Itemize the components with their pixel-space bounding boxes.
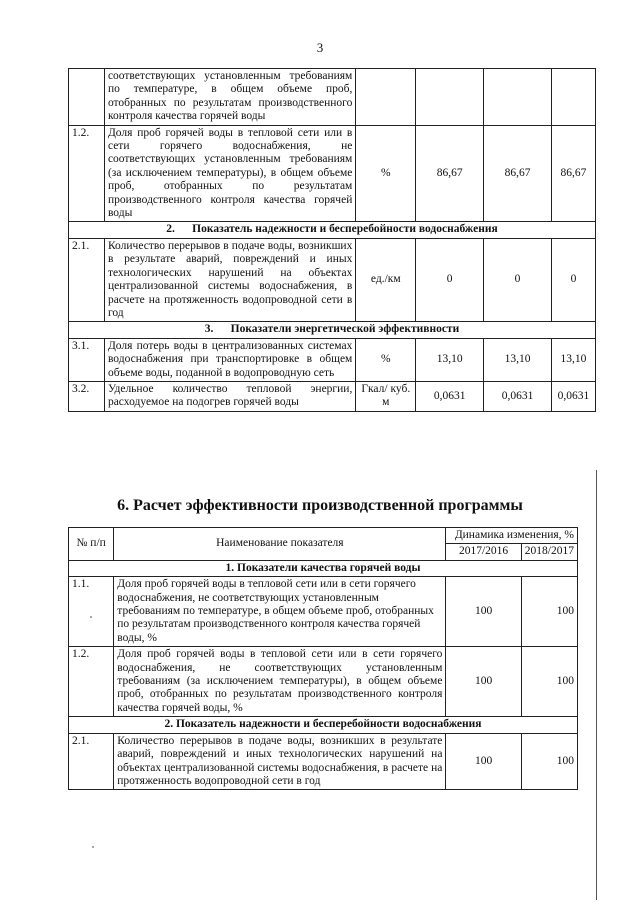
value-cell bbox=[416, 69, 484, 126]
section-heading: 3. Показатели энергетической эффективности bbox=[69, 322, 596, 338]
value-cell: 13,10 bbox=[551, 338, 595, 381]
table-row bbox=[69, 69, 596, 126]
row-number: 2.1. bbox=[69, 733, 114, 790]
page-number: 3 bbox=[316, 40, 324, 55]
unit-cell: % bbox=[356, 125, 416, 222]
row-number: 2.1. bbox=[69, 238, 105, 321]
col-header-2018: 2018/2017 bbox=[521, 544, 577, 560]
table-row bbox=[69, 125, 596, 222]
value-cell: 0 bbox=[551, 238, 595, 321]
value-cell: 0 bbox=[416, 238, 484, 321]
unit-cell: Гкал/ куб. м bbox=[356, 381, 416, 411]
col-header-dynamics: Динамика изменения, % bbox=[446, 528, 578, 544]
table-row bbox=[69, 338, 596, 381]
section-row bbox=[69, 222, 596, 238]
table-row bbox=[69, 733, 578, 790]
header-row bbox=[69, 528, 578, 544]
section-heading: 2. Показатель надежности и бесперебойности водоснабжения bbox=[69, 717, 578, 733]
table-row bbox=[69, 577, 578, 647]
col-header-number: № п/п bbox=[69, 528, 114, 561]
col-header-name: Наименование показателя bbox=[114, 528, 446, 561]
scan-dot bbox=[90, 616, 92, 618]
table-row bbox=[69, 381, 596, 411]
value-cell: 100 bbox=[521, 733, 577, 790]
section-row bbox=[69, 560, 578, 576]
indicator-name: Доля проб горячей воды в тепловой сети или в сети горячего водоснабжения, не соответствующих установленным требованиям (за исключением температуры), в общем объеме проб, отобранных по результатам производственного контроля качества горячей воды bbox=[104, 125, 355, 222]
section-heading: 1. Показатели качества горячей воды bbox=[69, 560, 578, 576]
unit-cell: % bbox=[356, 338, 416, 381]
value-cell: 100 bbox=[446, 577, 521, 647]
section-6-title: 6. Расчет эффективности производственной программы bbox=[117, 497, 523, 514]
unit-cell bbox=[356, 69, 416, 126]
indicator-name: Доля потерь воды в централизованных системах водоснабжения при транспортировке в общем объеме воды, поданной в водопроводную сеть bbox=[104, 338, 355, 381]
value-cell: 100 bbox=[521, 647, 577, 717]
efficiency-table bbox=[68, 527, 578, 790]
table-row bbox=[69, 238, 596, 321]
value-cell: 0,0631 bbox=[551, 381, 595, 411]
indicator-name: Количество перерывов в подаче воды, возникших в результате аварий, повреждений и иных технологических нарушений на объектах централизованной системы водоснабжения, в расчете на протяженность водопроводной сети в год bbox=[104, 238, 355, 321]
value-cell: 100 bbox=[521, 577, 577, 647]
value-cell: 100 bbox=[446, 733, 521, 790]
scan-artifact-line bbox=[596, 470, 597, 900]
row-number: 1.2. bbox=[69, 647, 114, 717]
value-cell: 13,10 bbox=[484, 338, 552, 381]
indicator-name: Удельное количество тепловой энергии, расходуемое на подогрев горячей воды bbox=[104, 381, 355, 411]
section-row bbox=[69, 717, 578, 733]
row-number bbox=[69, 69, 105, 126]
row-number: 3.2. bbox=[69, 381, 105, 411]
row-number: 3.1. bbox=[69, 338, 105, 381]
row-number: 1.2. bbox=[69, 125, 105, 222]
scan-dot bbox=[92, 846, 94, 848]
indicators-table bbox=[68, 68, 596, 412]
indicator-name: соответствующих установленным требованиям по температуре, в общем объеме проб, отобранных по результатам производственного контроля качества горячей воды bbox=[104, 69, 355, 126]
section-row bbox=[69, 322, 596, 338]
col-header-2017: 2017/2016 bbox=[446, 544, 521, 560]
section-heading: 2. Показатель надежности и бесперебойности водоснабжения bbox=[69, 222, 596, 238]
value-cell: 0,0631 bbox=[484, 381, 552, 411]
value-cell: 86,67 bbox=[416, 125, 484, 222]
indicator-name: Доля проб горячей воды в тепловой сети или в сети горячего водоснабжения, не соответствующих установленным требованиям по температуре, в общем объеме проб, отобранных по результатам производственного контроля качества горячей воды, % bbox=[114, 577, 446, 647]
value-cell: 100 bbox=[446, 647, 521, 717]
value-cell: 0 bbox=[484, 238, 552, 321]
row-number: 1.1. bbox=[69, 577, 114, 647]
value-cell bbox=[484, 69, 552, 126]
value-cell: 13,10 bbox=[416, 338, 484, 381]
unit-cell: ед./км bbox=[356, 238, 416, 321]
indicator-name: Доля проб горячей воды в тепловой сети или в сети горячего водоснабжения, не соответствующих установленным требованиям (за исключением температуры), в общем объеме проб, отобранных по результатам производственного контроля качества горячей воды, % bbox=[114, 647, 446, 717]
value-cell bbox=[551, 69, 595, 126]
table-row bbox=[69, 647, 578, 717]
value-cell: 86,67 bbox=[551, 125, 595, 222]
value-cell: 86,67 bbox=[484, 125, 552, 222]
indicator-name: Количество перерывов в подаче воды, возникших в результате аварий, повреждений и иных технологических нарушений на объектах централизованной системы водоснабжения, в расчете на протяженность водопроводной сети в год bbox=[114, 733, 446, 790]
value-cell: 0,0631 bbox=[416, 381, 484, 411]
